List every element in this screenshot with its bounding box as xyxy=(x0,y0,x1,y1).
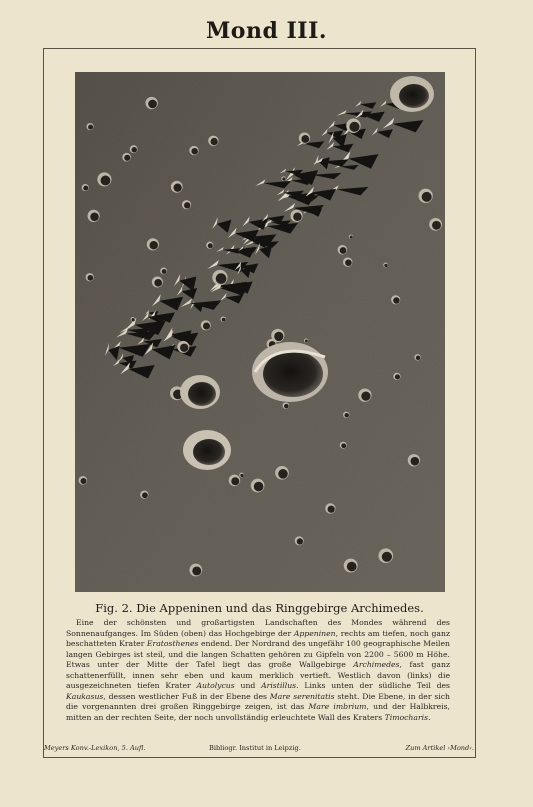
moon-photograph xyxy=(75,72,445,592)
small-crater-pit xyxy=(148,100,157,109)
caption-italic-term: Aristillus xyxy=(261,681,297,690)
caption-italic-term: Archimedes xyxy=(353,660,400,669)
small-crater-pit xyxy=(395,374,400,379)
small-crater-pit xyxy=(293,213,302,222)
caption-text: , fast ganz schattenerfüllt, innen sehr eben und kaum merklich vertieft. Westlich davon (links) die ausgezeichneten tiefen Krater xyxy=(66,660,450,690)
small-crater-pit xyxy=(88,125,93,130)
figure-caption-body xyxy=(66,618,450,723)
small-crater-pit xyxy=(184,202,190,208)
figure-caption-title: Fig. 2. Die Appeninen und das Ringgebirge Archimedes. xyxy=(95,601,424,615)
eratosthenes-crater xyxy=(390,76,434,112)
small-crater-pit xyxy=(282,177,285,180)
small-crater-pit xyxy=(305,339,308,342)
caption-text: , dessen westlicher Fuß in der Ebene des xyxy=(103,691,270,701)
small-crater-pit xyxy=(297,538,303,544)
small-crater-pit xyxy=(341,443,346,448)
caption-text: endend. Der Nordrand des ungefähr 100 geographische Meilen langen Gebirges ist steil, und die langen Schatten gehören zu Gipfeln von 2200 – 5600 m Höhe. Etwas unter der Mitte der Tafel liegt das große Wallgebirge xyxy=(66,639,450,669)
small-crater-pit xyxy=(149,241,158,250)
small-crater-pit xyxy=(278,469,288,479)
moon-plate-image xyxy=(75,72,445,592)
small-crater-pit xyxy=(240,474,243,477)
small-crater-pit xyxy=(349,122,359,132)
small-crater-pit xyxy=(192,566,201,575)
small-crater-pit xyxy=(90,213,99,222)
small-crater-pit xyxy=(124,155,130,161)
caption-italic-term: Timocharis xyxy=(384,712,429,722)
aristillus-crater xyxy=(183,430,231,470)
small-crater-pit xyxy=(162,269,167,274)
archimedes-crater xyxy=(252,342,328,402)
caption-text: und xyxy=(234,681,262,690)
footer-publication: Meyers Konv.-Lexikon, 5. Aufl. xyxy=(44,744,146,752)
small-crater-pit xyxy=(211,138,218,145)
caption-text: . xyxy=(428,712,431,722)
caption-italic-term: Autolycus xyxy=(196,681,235,690)
small-crater-pit xyxy=(142,492,148,498)
small-crater-pit xyxy=(328,506,335,513)
small-crater-pit xyxy=(101,176,111,186)
small-crater-pit xyxy=(87,275,93,281)
small-crater-pit xyxy=(284,404,289,409)
small-crater-pit xyxy=(411,457,420,466)
small-crater-pit xyxy=(203,323,210,330)
small-crater-pit xyxy=(274,332,283,341)
caption-italic-term: Appeninen xyxy=(293,628,336,638)
caption-italic-term: Mare imbrium xyxy=(308,702,367,711)
small-crater-pit xyxy=(254,482,264,492)
footer-article-ref: Zum Artikel ›Mond‹. xyxy=(405,744,474,752)
small-crater-pit xyxy=(393,297,399,303)
caption-italic-term: Kaukasus xyxy=(66,691,104,701)
caption-text: . Links unten der südliche Teil des xyxy=(296,681,450,690)
small-crater-pit xyxy=(345,259,352,266)
small-crater-pit xyxy=(347,562,357,572)
small-crater-pit xyxy=(350,236,353,239)
caption-text: , rechts am tiefen, noch ganz beschatteten Krater xyxy=(66,628,450,648)
small-crater-pit xyxy=(432,221,441,230)
caption-text: Eine der schönsten und großartigsten Landschaften des Mondes während des Sonnenaufganges. Im Süden (oben) das Hochgebirge der xyxy=(66,618,450,638)
small-crater-pit xyxy=(132,318,135,321)
small-crater-pit xyxy=(422,192,432,202)
small-crater-pit xyxy=(154,279,162,287)
small-crater-pit xyxy=(216,273,227,284)
caption-italic-term: Mare serenitatis xyxy=(269,691,335,701)
small-crater-pit xyxy=(173,184,181,192)
caption-text: , und der Halbkreis, mitten an der rechten Seite, der noch unvollständig erleuchtete Wall des Kraters xyxy=(66,702,450,722)
small-crater-pit xyxy=(180,344,188,352)
small-crater-pit xyxy=(340,247,347,254)
small-crater-pit xyxy=(131,147,136,152)
caption-text: steht. Die Ebene, in der sich die vorgenannten drei großen Ringgebirge zeigen, ist das xyxy=(66,691,450,711)
small-crater-pit xyxy=(191,148,197,154)
small-crater-pit xyxy=(301,135,309,143)
small-crater-pit xyxy=(416,356,420,360)
small-crater-pit xyxy=(208,243,213,248)
caption-paragraph xyxy=(66,618,450,723)
small-crater-pit xyxy=(231,477,239,485)
small-crater-pit xyxy=(222,318,226,322)
small-crater-pit xyxy=(361,391,370,400)
small-crater-pit xyxy=(384,264,387,267)
small-crater-pit xyxy=(80,478,86,484)
caption-italic-term: Eratosthenes xyxy=(146,639,199,648)
small-crater-pit xyxy=(83,186,88,191)
autolycus-crater xyxy=(180,375,220,409)
footer-publisher: Bibliogr. Institut in Leipzig. xyxy=(209,744,301,752)
small-crater-pit xyxy=(344,413,348,417)
small-crater-pit xyxy=(382,552,392,562)
page-title: Mond III. xyxy=(205,18,328,44)
